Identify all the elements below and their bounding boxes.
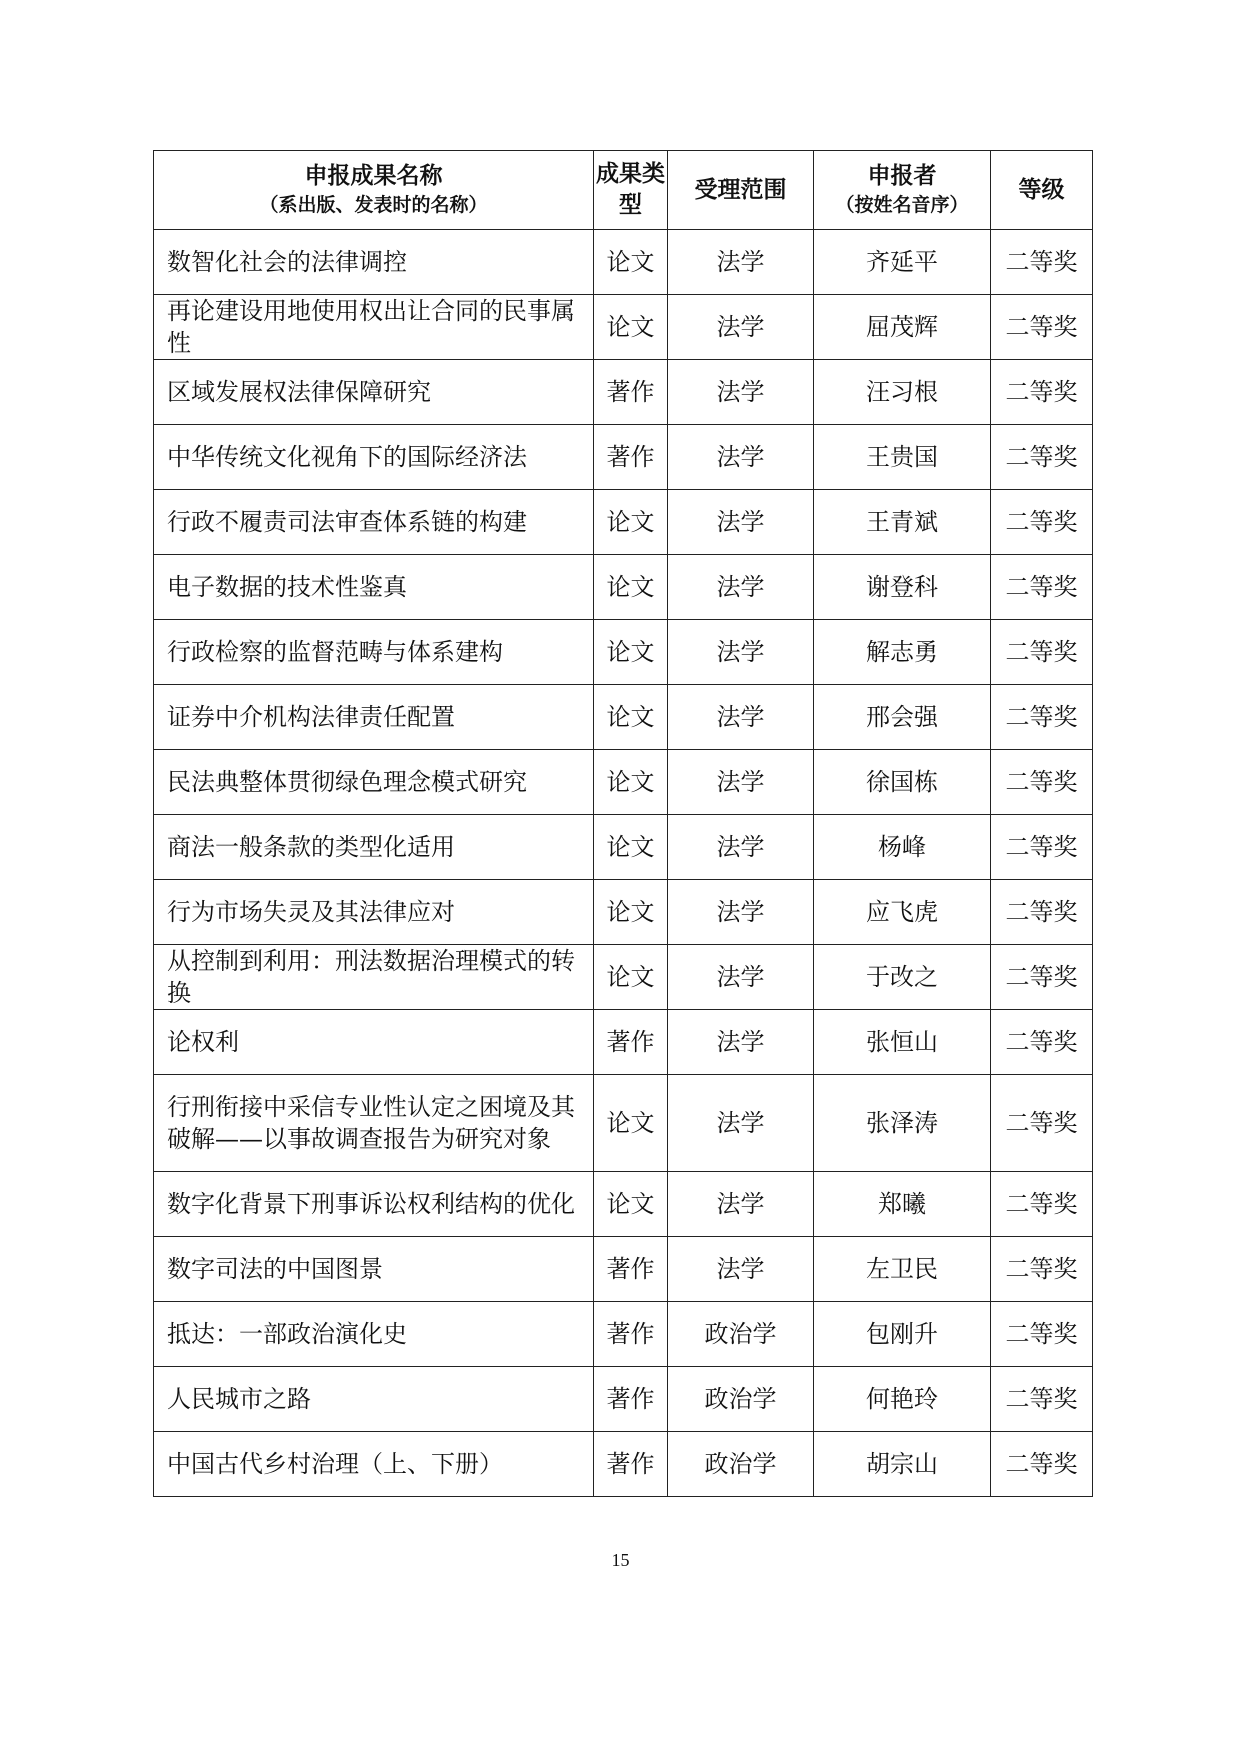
cell-scope: 法学 xyxy=(668,750,814,815)
cell-scope: 法学 xyxy=(668,555,814,620)
cell-scope: 法学 xyxy=(668,1010,814,1075)
cell-type: 论文 xyxy=(594,555,668,620)
cell-title: 证券中介机构法律责任配置 xyxy=(154,685,594,750)
cell-title: 中国古代乡村治理（上、下册） xyxy=(154,1432,594,1497)
cell-level: 二等奖 xyxy=(991,1432,1093,1497)
cell-applicant: 汪习根 xyxy=(814,360,991,425)
table-row xyxy=(154,815,1093,880)
cell-applicant: 解志勇 xyxy=(814,620,991,685)
cell-type: 论文 xyxy=(594,945,668,1010)
cell-scope: 法学 xyxy=(668,295,814,360)
cell-type: 著作 xyxy=(594,1432,668,1497)
cell-type: 论文 xyxy=(594,880,668,945)
cell-type: 著作 xyxy=(594,1237,668,1302)
table-row xyxy=(154,230,1093,295)
header-type: 成果类型 xyxy=(594,151,668,230)
awards-table xyxy=(153,150,1093,1497)
cell-level: 二等奖 xyxy=(991,490,1093,555)
table-body xyxy=(154,230,1093,1497)
cell-applicant: 张泽涛 xyxy=(814,1075,991,1172)
cell-applicant: 应飞虎 xyxy=(814,880,991,945)
table-row xyxy=(154,295,1093,360)
cell-type: 著作 xyxy=(594,1010,668,1075)
cell-scope: 法学 xyxy=(668,490,814,555)
cell-title: 电子数据的技术性鉴真 xyxy=(154,555,594,620)
table-row xyxy=(154,1172,1093,1237)
table-row xyxy=(154,1367,1093,1432)
cell-type: 论文 xyxy=(594,1172,668,1237)
cell-title: 论权利 xyxy=(154,1010,594,1075)
header-level: 等级 xyxy=(991,151,1093,230)
cell-title: 区域发展权法律保障研究 xyxy=(154,360,594,425)
header-applicant-main: 申报者 xyxy=(867,163,937,189)
table-row xyxy=(154,1075,1093,1172)
cell-scope: 法学 xyxy=(668,1172,814,1237)
cell-level: 二等奖 xyxy=(991,1010,1093,1075)
table-row xyxy=(154,490,1093,555)
cell-level: 二等奖 xyxy=(991,425,1093,490)
cell-scope: 法学 xyxy=(668,1237,814,1302)
table-row xyxy=(154,1302,1093,1367)
header-title-sub: （系出版、发表时的名称） xyxy=(259,194,488,216)
cell-title: 抵达：一部政治演化史 xyxy=(154,1302,594,1367)
header-scope: 受理范围 xyxy=(668,151,814,230)
cell-title: 再论建设用地使用权出让合同的民事属性 xyxy=(154,295,594,360)
cell-title: 行政不履责司法审查体系链的构建 xyxy=(154,490,594,555)
cell-type: 著作 xyxy=(594,1302,668,1367)
header-title-main: 申报成果名称 xyxy=(304,163,443,189)
table-row xyxy=(154,1432,1093,1497)
cell-type: 论文 xyxy=(594,490,668,555)
cell-scope: 法学 xyxy=(668,620,814,685)
cell-type: 著作 xyxy=(594,425,668,490)
cell-type: 著作 xyxy=(594,360,668,425)
header-title xyxy=(154,151,594,230)
cell-scope: 政治学 xyxy=(668,1367,814,1432)
cell-title: 民法典整体贯彻绿色理念模式研究 xyxy=(154,750,594,815)
table-row xyxy=(154,750,1093,815)
cell-level: 二等奖 xyxy=(991,815,1093,880)
page-number: 15 xyxy=(611,1550,630,1570)
cell-title: 从控制到利用：刑法数据治理模式的转换 xyxy=(154,945,594,1010)
table-row xyxy=(154,1010,1093,1075)
cell-applicant: 包刚升 xyxy=(814,1302,991,1367)
header-applicant xyxy=(814,151,991,230)
cell-applicant: 王贵国 xyxy=(814,425,991,490)
cell-level: 二等奖 xyxy=(991,295,1093,360)
cell-scope: 法学 xyxy=(668,880,814,945)
cell-title: 行为市场失灵及其法律应对 xyxy=(154,880,594,945)
cell-applicant: 左卫民 xyxy=(814,1237,991,1302)
cell-scope: 法学 xyxy=(668,230,814,295)
cell-applicant: 徐国栋 xyxy=(814,750,991,815)
cell-level: 二等奖 xyxy=(991,945,1093,1010)
cell-level: 二等奖 xyxy=(991,1237,1093,1302)
cell-type: 论文 xyxy=(594,815,668,880)
cell-title: 商法一般条款的类型化适用 xyxy=(154,815,594,880)
cell-level: 二等奖 xyxy=(991,1302,1093,1367)
cell-level: 二等奖 xyxy=(991,230,1093,295)
cell-level: 二等奖 xyxy=(991,1172,1093,1237)
cell-scope: 法学 xyxy=(668,945,814,1010)
table-row xyxy=(154,945,1093,1010)
cell-type: 论文 xyxy=(594,620,668,685)
table-row xyxy=(154,880,1093,945)
cell-applicant: 王青斌 xyxy=(814,490,991,555)
cell-type: 著作 xyxy=(594,1367,668,1432)
table-row xyxy=(154,1237,1093,1302)
cell-applicant: 于改之 xyxy=(814,945,991,1010)
cell-applicant: 谢登科 xyxy=(814,555,991,620)
table-row xyxy=(154,685,1093,750)
cell-type: 论文 xyxy=(594,295,668,360)
cell-level: 二等奖 xyxy=(991,685,1093,750)
cell-level: 二等奖 xyxy=(991,620,1093,685)
table-row xyxy=(154,360,1093,425)
table-row xyxy=(154,620,1093,685)
cell-scope: 法学 xyxy=(668,815,814,880)
table-row xyxy=(154,555,1093,620)
cell-title: 数字司法的中国图景 xyxy=(154,1237,594,1302)
cell-scope: 法学 xyxy=(668,685,814,750)
cell-applicant: 杨峰 xyxy=(814,815,991,880)
cell-applicant: 张恒山 xyxy=(814,1010,991,1075)
header-row xyxy=(154,151,1093,230)
cell-scope: 政治学 xyxy=(668,1432,814,1497)
cell-scope: 法学 xyxy=(668,360,814,425)
cell-applicant: 郑曦 xyxy=(814,1172,991,1237)
cell-level: 二等奖 xyxy=(991,555,1093,620)
cell-title: 中华传统文化视角下的国际经济法 xyxy=(154,425,594,490)
cell-title: 数字化背景下刑事诉讼权利结构的优化 xyxy=(154,1172,594,1237)
cell-level: 二等奖 xyxy=(991,1075,1093,1172)
cell-title: 人民城市之路 xyxy=(154,1367,594,1432)
cell-level: 二等奖 xyxy=(991,750,1093,815)
cell-scope: 法学 xyxy=(668,1075,814,1172)
cell-level: 二等奖 xyxy=(991,880,1093,945)
cell-title: 行刑衔接中采信专业性认定之困境及其破解——以事故调查报告为研究对象 xyxy=(154,1075,594,1172)
cell-type: 论文 xyxy=(594,750,668,815)
cell-scope: 法学 xyxy=(668,425,814,490)
cell-level: 二等奖 xyxy=(991,360,1093,425)
cell-title: 数智化社会的法律调控 xyxy=(154,230,594,295)
cell-applicant: 齐延平 xyxy=(814,230,991,295)
table-row xyxy=(154,425,1093,490)
header-applicant-sub: （按姓名音序） xyxy=(835,194,969,216)
cell-level: 二等奖 xyxy=(991,1367,1093,1432)
cell-scope: 政治学 xyxy=(668,1302,814,1367)
cell-type: 论文 xyxy=(594,1075,668,1172)
cell-applicant: 屈茂辉 xyxy=(814,295,991,360)
cell-type: 论文 xyxy=(594,685,668,750)
cell-applicant: 何艳玲 xyxy=(814,1367,991,1432)
cell-applicant: 胡宗山 xyxy=(814,1432,991,1497)
cell-title: 行政检察的监督范畴与体系建构 xyxy=(154,620,594,685)
cell-type: 论文 xyxy=(594,230,668,295)
cell-applicant: 邢会强 xyxy=(814,685,991,750)
